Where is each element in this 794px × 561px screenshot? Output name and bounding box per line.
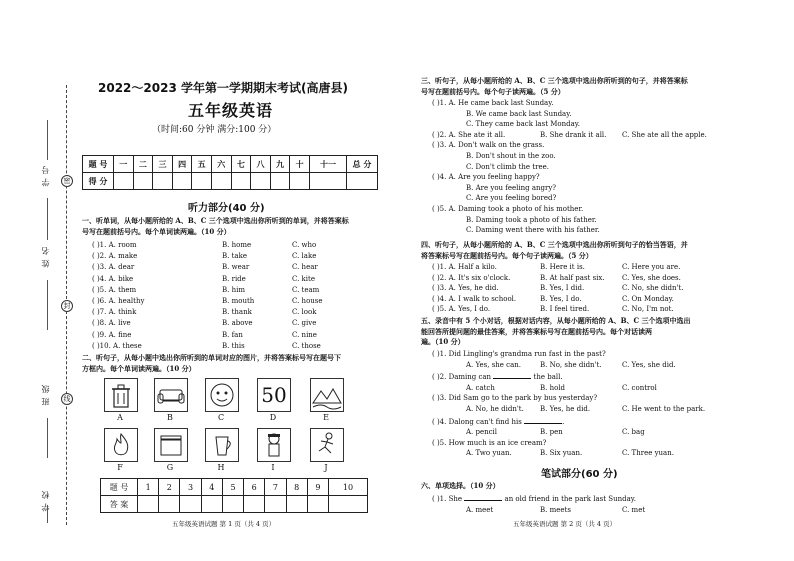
question-text: ( )1. She: [432, 495, 463, 503]
option-line: [432, 505, 772, 516]
table-cell: 9: [307, 479, 328, 496]
question-row: [92, 296, 392, 307]
option-line: [432, 130, 772, 141]
option-a: ( )4. A. bike: [92, 274, 134, 283]
option-a: ( )5. A. them: [92, 285, 137, 294]
writing-heading: 笔试部分(60 分): [541, 469, 618, 480]
school-label: 学 校: [41, 490, 50, 512]
question-line: ( )5. How much is an ice cream?: [432, 438, 547, 447]
option-a: A. No, he didn't.: [466, 404, 524, 413]
option-line: [432, 404, 772, 415]
question-row: [432, 273, 772, 284]
question-row: [92, 285, 392, 296]
option-b: B. Yes, I do.: [540, 294, 582, 303]
face-picture: [205, 378, 239, 412]
question-line: [432, 492, 772, 505]
instruction-line: 四、听句子，从每小题所给的 A、B、C 三个选项中选出你所听到句子的恰当答语，并: [421, 240, 688, 249]
option-c: C. look: [292, 308, 317, 317]
option-a: ( )6. A. healthy: [92, 296, 145, 305]
instruction-line: 三、听句子，从每小题所给的 A、B、C 三个选项中选出你所听到的句子，并将答案标: [421, 76, 688, 85]
option-a: A. Two yuan.: [466, 449, 512, 458]
picture-label: C: [217, 413, 225, 422]
q4-instructions: [421, 240, 688, 261]
sofa-picture: [154, 378, 188, 412]
school-line: [47, 505, 48, 523]
option-a: ( )9. A. fine: [92, 330, 132, 339]
score-cell[interactable]: [114, 173, 134, 190]
option-c: C. On Monday.: [622, 294, 674, 303]
option-b: B. him: [222, 285, 245, 294]
instruction-line: 将答案标号写在题前括号内。每个句子读两遍。（5 分）: [421, 250, 593, 260]
question-row: [92, 240, 392, 251]
option-b: B. meets: [540, 505, 571, 514]
q2-answer-table: [100, 478, 368, 513]
option-line: B. We came back last Sunday.: [466, 109, 572, 118]
score-cell[interactable]: [290, 173, 310, 190]
option-a: ( )4. A. I walk to school.: [432, 294, 517, 303]
option-b: B. Yes, he did.: [540, 404, 591, 413]
student-id-label: 学 号: [41, 165, 50, 187]
option-b: B. home: [222, 241, 252, 249]
option-b: B. No, she didn't.: [540, 360, 602, 369]
option-line: B. Daming took a photo of his father.: [466, 215, 597, 224]
table-cell: 题 号: [101, 479, 138, 496]
option-b: B. above: [222, 319, 253, 328]
name-line: [47, 198, 48, 240]
instruction-line: 遍。（10 分）: [421, 337, 465, 347]
box-picture: [154, 428, 188, 462]
option-c: C. Yes, she does.: [622, 273, 681, 282]
option-line: ( )4. A. Are you feeling happy?: [432, 173, 540, 182]
option-c: C. He went to the park.: [622, 404, 706, 413]
option-c: C. team: [292, 285, 320, 294]
option-line: ( )1. A. He came back last Sunday.: [432, 99, 554, 107]
option-b: B. hold: [540, 383, 566, 392]
picture-label: F: [117, 463, 123, 472]
score-cell[interactable]: [251, 173, 271, 190]
option-c: C. Yes, she did.: [622, 360, 676, 369]
q1-items: [92, 240, 392, 352]
question-line: ( )1. Did Lingling's grandma run fast in the past?: [432, 350, 606, 358]
table-cell: 8: [286, 479, 307, 496]
option-a: ( )8. A. live: [92, 319, 131, 328]
option-line: [432, 383, 772, 394]
table-cell: 2: [159, 479, 180, 496]
option-b: B. mouth: [222, 296, 255, 305]
option-b: B. take: [222, 252, 247, 261]
picture-label: G: [166, 463, 174, 472]
seal-mark: 封: [61, 300, 73, 312]
option-c: C. kite: [292, 274, 315, 283]
page-footer-right: 五年级英语试题 第 2 页（共 4 页）: [513, 520, 617, 528]
option-a: ( )1. A. room: [92, 241, 137, 249]
option-a: ( )3. A. Yes, he did.: [432, 284, 499, 293]
option-c: C. those: [292, 341, 321, 350]
number-picture: [257, 378, 291, 412]
table-cell: 四: [172, 156, 192, 173]
option-b: B. pen: [540, 428, 563, 437]
option-c: C. control: [622, 383, 657, 392]
option-a: ( )7. A. think: [92, 308, 137, 317]
answer-cell[interactable]: [222, 496, 243, 513]
name-line-2: [47, 280, 48, 330]
picture-label: J: [324, 463, 328, 472]
answer-cell[interactable]: [244, 496, 265, 513]
question-text: ( )2. Daming can: [432, 373, 492, 382]
table-cell: 十一: [309, 156, 346, 173]
option-line: ( )3. A. Don't walk on the grass.: [432, 141, 545, 150]
option-b: B. ride: [222, 274, 246, 283]
option-c: C. who: [292, 241, 317, 249]
question-row: [92, 330, 392, 341]
question-text: the ball.: [533, 373, 563, 382]
option-c: C. No, I'm not.: [622, 305, 674, 314]
number-fifty: 50: [261, 383, 287, 407]
option-b: B. fan: [222, 330, 243, 339]
question-line: [432, 415, 772, 428]
q1-instructions: [82, 216, 349, 237]
option-c: C. Three yuan.: [622, 449, 674, 458]
option-b: B. wear: [222, 263, 250, 272]
option-line: C. They came back last Monday.: [466, 120, 581, 129]
answer-cell[interactable]: [307, 496, 328, 513]
score-table: [82, 155, 378, 190]
question-text: .: [562, 417, 565, 426]
score-row-header: [83, 156, 378, 173]
option-a: A. meet: [466, 505, 494, 514]
option-c: C. No, she didn't.: [622, 284, 684, 293]
option-b: B. At half past six.: [540, 273, 605, 282]
option-line: C. Don't climb the tree.: [466, 162, 549, 171]
answer-cell[interactable]: [138, 496, 159, 513]
score-cell[interactable]: [211, 173, 231, 190]
option-line: C. Daming went there with his father.: [466, 226, 600, 235]
instruction-line: 方框内。每个单词读两遍。（10 分）: [82, 363, 196, 373]
question-row: [92, 251, 392, 262]
instruction-line: 号写在题前括号内。每个单词读两遍。（10 分）: [82, 226, 231, 236]
table-cell: 7: [265, 479, 286, 496]
option-a: A. pencil: [466, 428, 498, 437]
option-line: C. Are you feeling bored?: [466, 194, 557, 203]
cup-picture: [205, 428, 239, 462]
option-a: A. Yes, she can.: [466, 360, 521, 369]
option-b: B. Six yuan.: [540, 449, 583, 458]
name-label: 姓 名: [41, 246, 50, 268]
question-row: [92, 341, 392, 352]
instruction-line: 号写在题前括号内。每个句子读两遍。（5 分）: [421, 86, 565, 96]
answer-cell[interactable]: [265, 496, 286, 513]
option-a: ( )2. A. She ate it all.: [432, 130, 506, 139]
option-c: C. bag: [622, 428, 645, 437]
option-c: C. give: [292, 319, 317, 328]
table-cell: 总 分: [347, 156, 378, 173]
table-cell: 5: [222, 479, 243, 496]
question-row: [92, 318, 392, 329]
answer-cell[interactable]: [159, 496, 180, 513]
q6-instructions: 六、单项选择。（10 分）: [421, 481, 500, 490]
subject-title: 五年级英语: [188, 101, 274, 120]
option-line: [432, 427, 772, 438]
table-cell: 十: [290, 156, 310, 173]
table-cell: 答 案: [101, 496, 138, 513]
instruction-line: 一、听单词，从每小题所给的 A、B、C 三个选项中选出你所听到的单词，并将答案标: [82, 216, 349, 225]
option-line: B. Are you feeling angry?: [466, 183, 557, 192]
q5-instructions: [421, 316, 691, 348]
blank-field[interactable]: [493, 370, 531, 379]
table-cell: 六: [211, 156, 231, 173]
option-b: B. Yes, I did.: [540, 284, 585, 293]
runner-picture: [310, 428, 344, 462]
class-line: [47, 418, 48, 458]
picture-label: B: [167, 413, 173, 422]
table-cell: 1: [138, 479, 159, 496]
picture-label: A: [117, 413, 123, 422]
option-a: ( )1. A. Half a kilo.: [432, 263, 497, 271]
answer-cell[interactable]: [201, 496, 222, 513]
option-b: B. this: [222, 341, 245, 350]
score-cell[interactable]: [231, 173, 251, 190]
option-b: B. Here it is.: [540, 263, 585, 271]
option-a: ( )10. A. these: [92, 341, 142, 350]
score-cell[interactable]: [347, 173, 378, 190]
table-cell: 10: [328, 479, 367, 496]
option-a: A. catch: [466, 383, 495, 392]
fire-picture: [104, 428, 138, 462]
table-cell: 五: [192, 156, 212, 173]
option-line: [432, 360, 772, 371]
score-row-values: [83, 173, 378, 190]
question-text: ( )4. Dalong can't find his: [432, 417, 522, 426]
table-cell: 八: [251, 156, 271, 173]
option-c: C. met: [622, 505, 646, 514]
exam-info: （时间:60 分钟 满分:100 分）: [152, 125, 277, 135]
option-line: [432, 448, 772, 459]
score-cell[interactable]: [270, 173, 290, 190]
option-line: B. Don't shout in the zoo.: [466, 151, 556, 160]
question-line: ( )3. Did Sam go to the park by bus yesterday?: [432, 394, 598, 403]
option-c: C. nine: [292, 330, 317, 339]
landscape-picture: [310, 378, 344, 412]
option-c: C. She ate all the apple.: [622, 130, 707, 139]
trash-bin-picture: [104, 378, 138, 412]
answer-cell[interactable]: [286, 496, 307, 513]
question-row: [432, 304, 772, 315]
table-cell: 3: [180, 479, 201, 496]
option-a: ( )2. A. It's six o'clock.: [432, 273, 511, 282]
table-cell: 6: [244, 479, 265, 496]
q3-instructions: [421, 76, 688, 97]
firefighter-picture: [257, 428, 291, 462]
option-b: B. She drank it all.: [540, 130, 607, 139]
score-cell[interactable]: [192, 173, 212, 190]
seal-mark: 线: [61, 393, 73, 405]
listening-heading: 听力部分(40 分): [188, 203, 265, 214]
table-cell: 一: [114, 156, 134, 173]
option-c: C. hear: [292, 263, 318, 272]
question-row: [432, 283, 772, 294]
exam-title: 2022～2023 学年第一学期期末考试(高唐县): [98, 81, 348, 95]
q5-items: [432, 349, 772, 459]
q4-items: [432, 262, 772, 315]
id-line: [47, 120, 48, 160]
option-a: ( )2. A. make: [92, 252, 138, 261]
table-cell: 二: [133, 156, 153, 173]
question-line: [432, 370, 772, 383]
option-c: C. house: [292, 296, 323, 305]
score-cell[interactable]: [133, 173, 153, 190]
answer-cell[interactable]: [328, 496, 367, 513]
option-a: ( )3. A. dear: [92, 263, 135, 272]
table-cell: 七: [231, 156, 251, 173]
option-b: B. I feel tired.: [540, 305, 590, 314]
blank-field[interactable]: [464, 492, 502, 501]
table-cell: 九: [270, 156, 290, 173]
q3-items: [432, 98, 772, 236]
q2-instructions: [82, 353, 341, 374]
blank-field[interactable]: [524, 415, 565, 426]
score-cell[interactable]: [153, 173, 173, 190]
table-cell: 得 分: [83, 173, 114, 190]
table-cell: 三: [153, 156, 173, 173]
score-cell[interactable]: [172, 173, 192, 190]
q6-items: [432, 492, 772, 515]
page-footer-left: 五年级英语试题 第 1 页（共 4 页）: [172, 520, 276, 528]
picture-label: H: [217, 463, 225, 472]
option-c: C. lake: [292, 252, 317, 261]
option-c: C. Here you are.: [622, 263, 681, 271]
instruction-line: 能回答所提问题的最佳答案，并将答案标号写在题前括号内。每个对话读两: [421, 326, 652, 336]
score-cell[interactable]: [309, 173, 346, 190]
class-label: 班 级: [41, 384, 50, 406]
answer-cell[interactable]: [180, 496, 201, 513]
table-cell: 题 号: [83, 156, 114, 173]
instruction-line: 五、录音中有 5 个小对话，根据对话内容，从每小题所给的 A、B、C 三个选项中选出: [421, 316, 691, 325]
option-line: ( )5. A. Daming took a photo of his mother.: [432, 204, 584, 213]
option-a: ( )5. A. Yes, I do.: [432, 305, 491, 314]
question-row: [432, 294, 772, 305]
question-row: [92, 274, 392, 285]
option-b: B. thank: [222, 308, 252, 317]
table-cell: 4: [201, 479, 222, 496]
question-row: [92, 262, 392, 273]
instruction-line: 二、听句子，从每小题中选出你所听到的单词对应的图片，并将答案标号写在题号下: [82, 353, 341, 362]
question-row: [432, 262, 772, 273]
question-text: an old friend in the park last Sunday.: [504, 495, 637, 503]
picture-label: D: [269, 413, 277, 422]
picture-label: E: [323, 413, 329, 422]
picture-label: I: [271, 463, 275, 472]
seal-mark: 密: [61, 175, 73, 187]
question-row: [92, 307, 392, 318]
